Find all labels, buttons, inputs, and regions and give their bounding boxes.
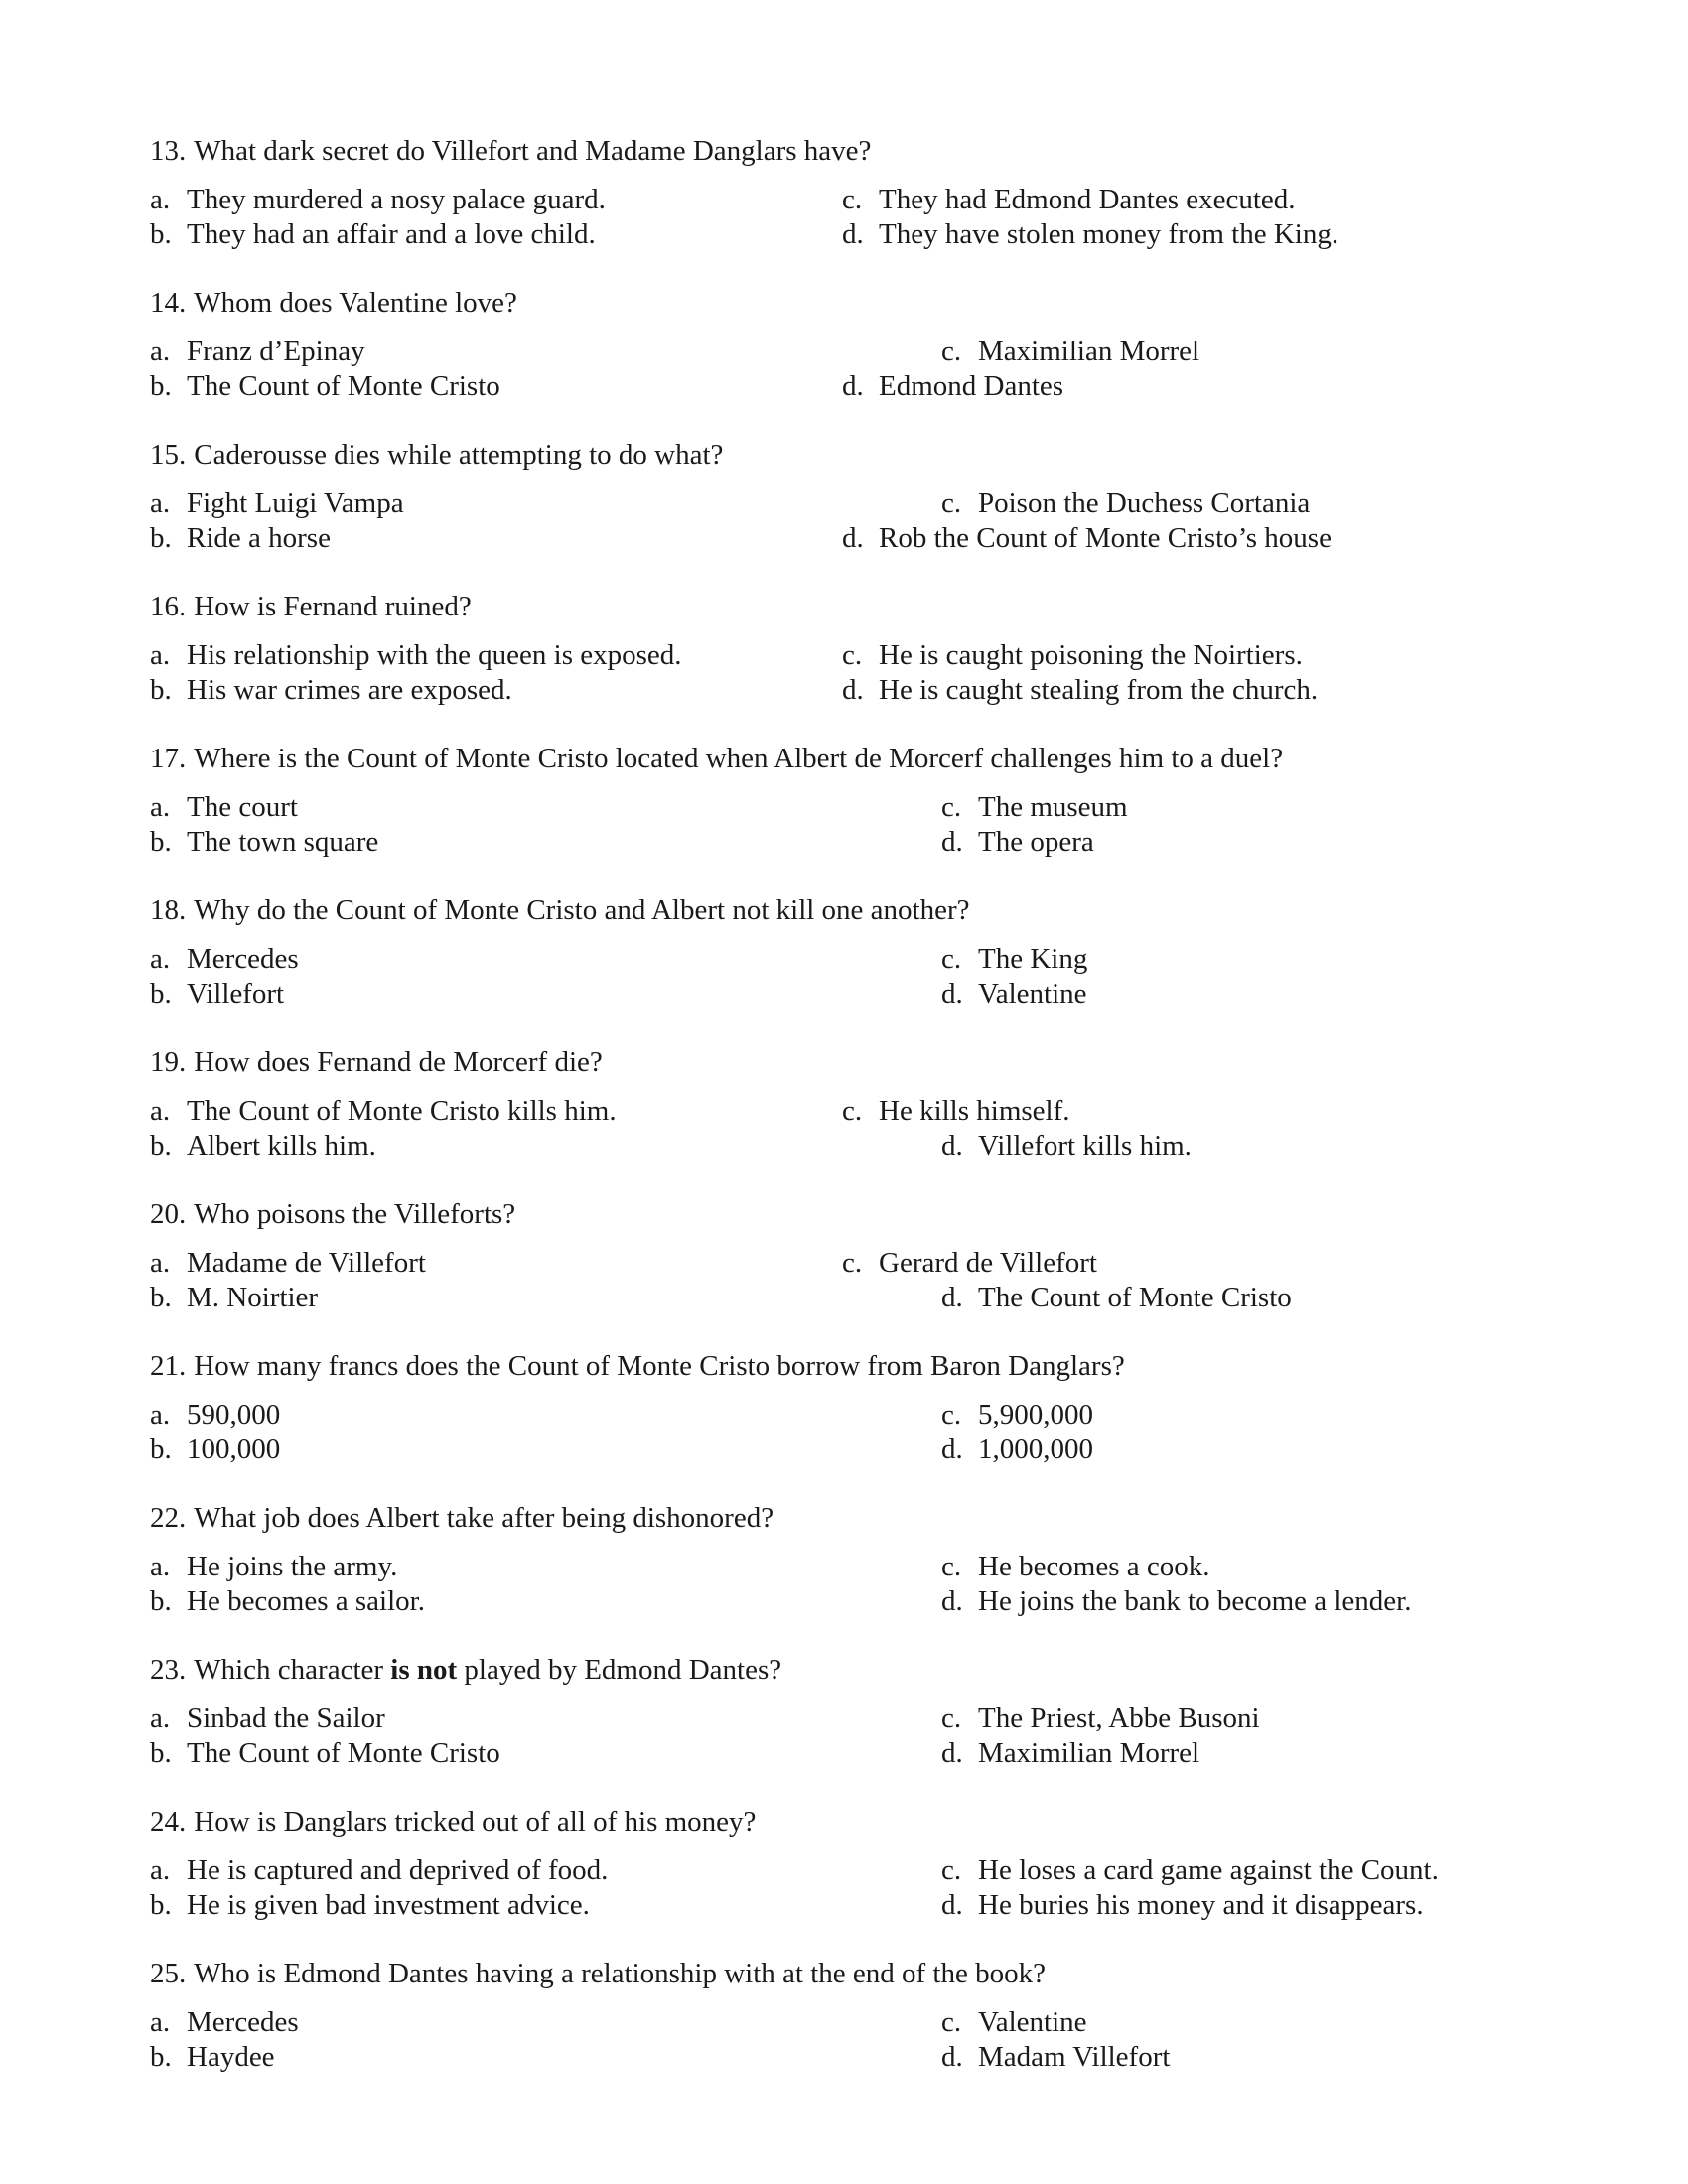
option-a: a. They murdered a nosy palace guard. bbox=[150, 184, 606, 215]
question-stem: 17. Where is the Count of Monte Cristo located when Albert de Morcerf challenges him to a duel? bbox=[150, 743, 1284, 774]
question-stem: 20. Who poisons the Villeforts? bbox=[150, 1198, 516, 1230]
option-d: d. Rob the Count of Monte Cristo’s house bbox=[842, 522, 1332, 554]
option-b: b. His war crimes are exposed. bbox=[150, 674, 512, 706]
question-stem: 14. Whom does Valentine love? bbox=[150, 287, 517, 319]
question-15 bbox=[150, 438, 1540, 556]
option-c: c. Poison the Duchess Cortania bbox=[941, 487, 1311, 519]
option-b: b. Haydee bbox=[150, 2041, 275, 2073]
option-b: b. Ride a horse bbox=[150, 522, 331, 554]
question-17 bbox=[150, 742, 1540, 860]
question-stem: 25. Who is Edmond Dantes having a relationship with at the end of the book? bbox=[150, 1958, 1046, 1989]
option-a: a. Mercedes bbox=[150, 943, 299, 975]
option-c: c. Valentine bbox=[941, 2006, 1087, 2038]
option-b: b. M. Noirtier bbox=[150, 1282, 319, 1313]
option-d: d. Valentine bbox=[941, 978, 1087, 1010]
option-b: b. Villefort bbox=[150, 978, 285, 1010]
option-b: b. 100,000 bbox=[150, 1433, 281, 1465]
option-d: d. The opera bbox=[941, 826, 1094, 858]
option-d: d. He buries his money and it disappears. bbox=[941, 1889, 1424, 1921]
option-c: c. 5,900,000 bbox=[941, 1399, 1093, 1431]
question-stem: 18. Why do the Count of Monte Cristo and Albert not kill one another? bbox=[150, 894, 970, 926]
question-stem: 19. How does Fernand de Morcerf die? bbox=[150, 1046, 603, 1078]
option-b: b. The Count of Monte Cristo bbox=[150, 370, 500, 402]
option-c: c. He loses a card game against the Count. bbox=[941, 1854, 1439, 1886]
question-19 bbox=[150, 1045, 1540, 1163]
option-b: b. He becomes a sailor. bbox=[150, 1585, 425, 1617]
option-d: d. 1,000,000 bbox=[941, 1433, 1093, 1465]
options bbox=[150, 2005, 1540, 2075]
option-d: d. He joins the bank to become a lender. bbox=[941, 1585, 1412, 1617]
options bbox=[150, 1550, 1540, 1619]
question-14 bbox=[150, 286, 1540, 404]
option-c: c. They had Edmond Dantes executed. bbox=[842, 184, 1296, 215]
option-a: a. 590,000 bbox=[150, 1399, 281, 1431]
option-a: a. The Count of Monte Cristo kills him. bbox=[150, 1095, 617, 1127]
options bbox=[150, 183, 1540, 252]
question-stem: 15. Caderousse dies while attempting to do what? bbox=[150, 439, 724, 471]
option-b: b. He is given bad investment advice. bbox=[150, 1889, 590, 1921]
option-a: a. He is captured and deprived of food. bbox=[150, 1854, 609, 1886]
option-d: d. Edmond Dantes bbox=[842, 370, 1064, 402]
question-24 bbox=[150, 1805, 1540, 1923]
question-13 bbox=[150, 134, 1540, 252]
options bbox=[150, 790, 1540, 860]
option-d: d. Maximilian Morrel bbox=[941, 1737, 1200, 1769]
option-b: b. The Count of Monte Cristo bbox=[150, 1737, 500, 1769]
option-c: c. The King bbox=[941, 943, 1088, 975]
question-18 bbox=[150, 893, 1540, 1012]
question-25 bbox=[150, 1957, 1540, 2075]
option-a: a. Franz d’Epinay bbox=[150, 336, 365, 367]
options bbox=[150, 1398, 1540, 1467]
option-a: a. The court bbox=[150, 791, 298, 823]
option-b: b. They had an affair and a love child. bbox=[150, 218, 596, 250]
option-d: d. He is caught stealing from the church. bbox=[842, 674, 1319, 706]
option-a: a. Madame de Villefort bbox=[150, 1247, 426, 1279]
option-c: c. He is caught poisoning the Noirtiers. bbox=[842, 639, 1303, 671]
option-c: c. The Priest, Abbe Busoni bbox=[941, 1703, 1260, 1734]
option-d: d. Madam Villefort bbox=[941, 2041, 1171, 2073]
question-16 bbox=[150, 590, 1540, 708]
option-c: c. The museum bbox=[941, 791, 1128, 823]
question-stem: 21. How many francs does the Count of Monte Cristo borrow from Baron Danglars? bbox=[150, 1350, 1125, 1382]
question-21 bbox=[150, 1349, 1540, 1467]
options bbox=[150, 942, 1540, 1012]
options bbox=[150, 335, 1540, 404]
question-20 bbox=[150, 1197, 1540, 1315]
question-stem: 22. What job does Albert take after being dishonored? bbox=[150, 1502, 774, 1534]
options bbox=[150, 1702, 1540, 1771]
option-a: a. Sinbad the Sailor bbox=[150, 1703, 385, 1734]
option-a: a. His relationship with the queen is exposed. bbox=[150, 639, 682, 671]
option-a: a. Fight Luigi Vampa bbox=[150, 487, 404, 519]
options bbox=[150, 1853, 1540, 1923]
question-stem: 23. Which character is not played by Edmond Dantes? bbox=[150, 1654, 782, 1686]
question-stem: 13. What dark secret do Villefort and Madame Danglars have? bbox=[150, 135, 872, 167]
option-a: a. Mercedes bbox=[150, 2006, 299, 2038]
question-22 bbox=[150, 1501, 1540, 1619]
options bbox=[150, 1246, 1540, 1315]
question-stem: 16. How is Fernand ruined? bbox=[150, 591, 472, 622]
option-d: d. Villefort kills him. bbox=[941, 1130, 1192, 1161]
options bbox=[150, 486, 1540, 556]
question-23 bbox=[150, 1653, 1540, 1771]
option-d: d. The Count of Monte Cristo bbox=[941, 1282, 1292, 1313]
option-c: c. Gerard de Villefort bbox=[842, 1247, 1097, 1279]
options bbox=[150, 638, 1540, 708]
option-a: a. He joins the army. bbox=[150, 1551, 398, 1582]
emphasis: is not bbox=[390, 1654, 458, 1686]
option-b: b. Albert kills him. bbox=[150, 1130, 376, 1161]
option-c: c. Maximilian Morrel bbox=[941, 336, 1200, 367]
question-stem: 24. How is Danglars tricked out of all of his money? bbox=[150, 1806, 757, 1838]
option-c: c. He kills himself. bbox=[842, 1095, 1070, 1127]
option-c: c. He becomes a cook. bbox=[941, 1551, 1210, 1582]
options bbox=[150, 1094, 1540, 1163]
option-d: d. They have stolen money from the King. bbox=[842, 218, 1339, 250]
option-b: b. The town square bbox=[150, 826, 379, 858]
